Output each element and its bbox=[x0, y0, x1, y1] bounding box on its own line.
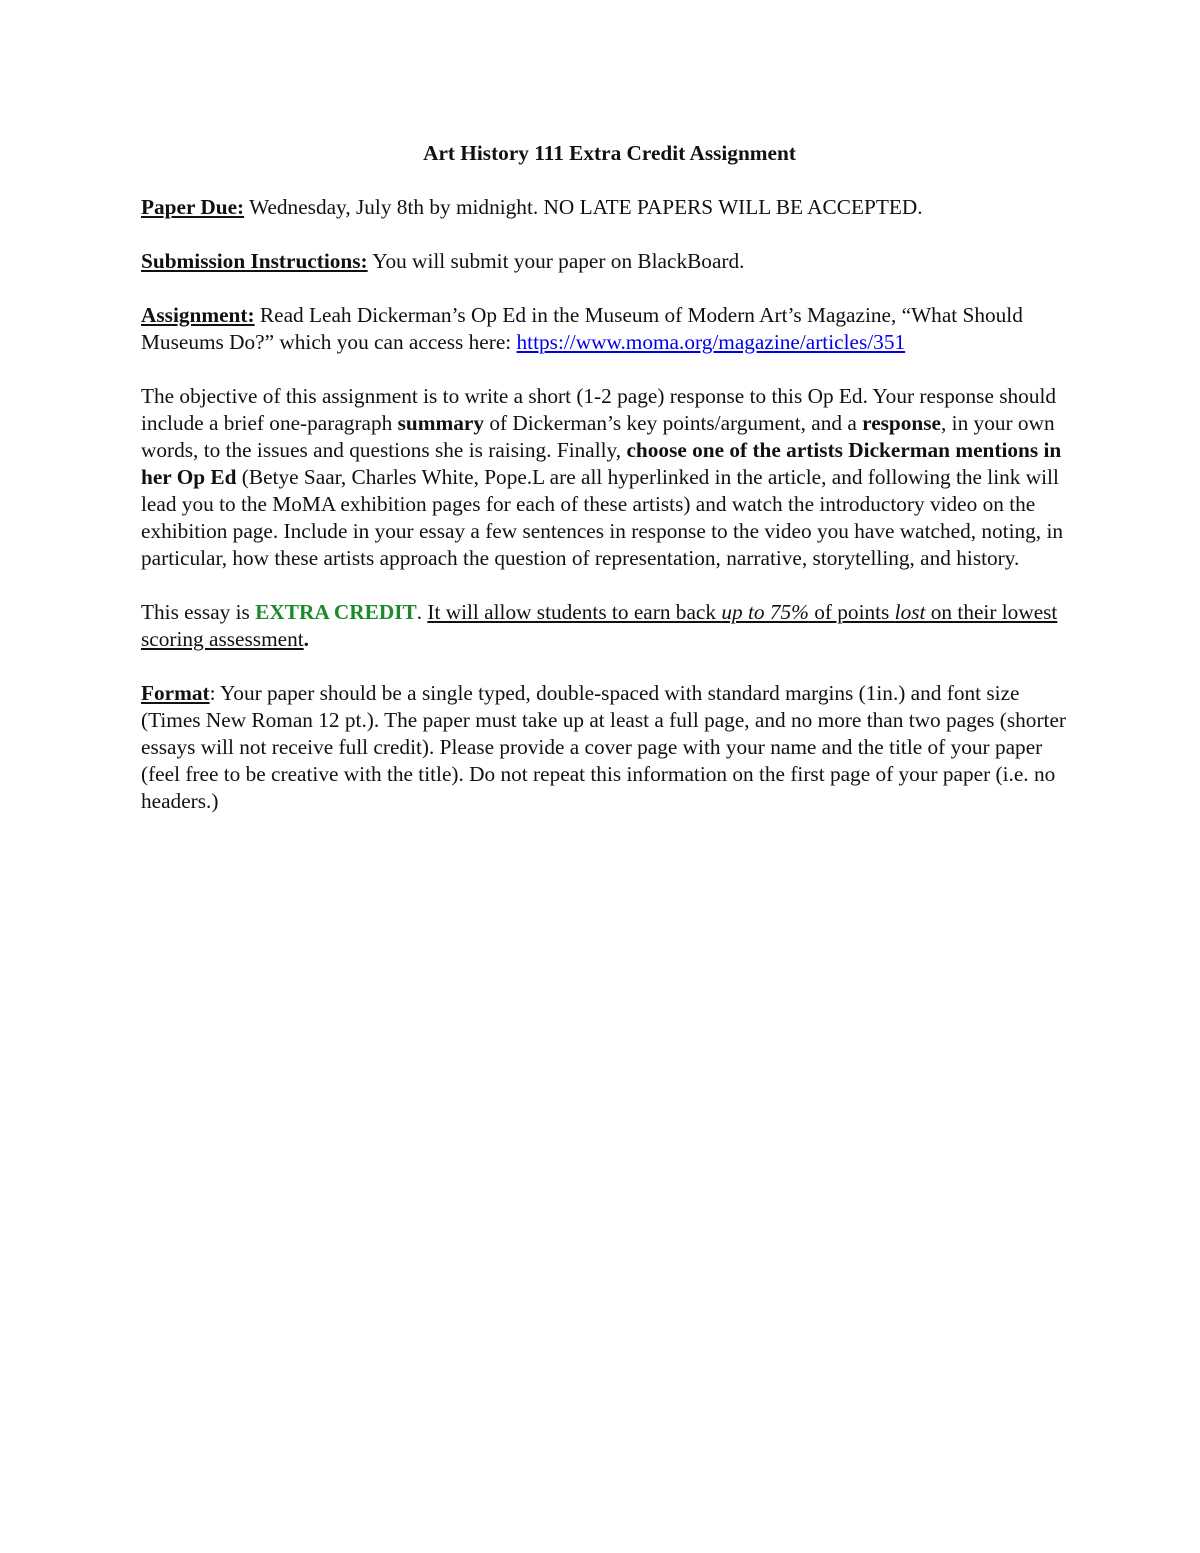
paper-due-label: Paper Due: bbox=[141, 195, 245, 219]
submission-text: You will submit your paper on BlackBoard. bbox=[367, 249, 745, 273]
objective-text-1: The objective of this assignment is to write a short (1-2 page) response to this Op Ed. Your response should include a brief one-paragraph bbox=[141, 384, 1057, 435]
extra-text-2: . bbox=[416, 600, 428, 624]
extra-underline-3: on their lowest scoring assessment bbox=[141, 600, 1058, 651]
format-paragraph bbox=[141, 680, 1066, 815]
extra-underline-italic-1: up to 75% bbox=[721, 600, 809, 624]
objective-bold-choose: choose one of the artists Dickerman mentions in her Op Ed bbox=[141, 438, 1062, 489]
format-text: : Your paper should be a single typed, double-spaced with standard margins (1in.) and font size (Times New Roman 12 pt.). The paper must take up at least a full page, and no more than two pages (shorter essays will not receive full credit). Please provide a cover page with your name and the title of your paper (feel free to be creative with the title). Do not repeat this information on the first page of your paper (i.e. no headers.) bbox=[141, 681, 1067, 813]
document-page bbox=[141, 140, 1066, 842]
objective-text-3: , in your own words, to the issues and questions she is raising. Finally, bbox=[141, 411, 1055, 462]
submission-paragraph bbox=[141, 248, 1066, 275]
extra-credit-paragraph bbox=[141, 599, 1066, 653]
extra-underline-2: of points bbox=[808, 600, 895, 624]
format-label: Format bbox=[141, 681, 210, 705]
assignment-label: Assignment: bbox=[141, 303, 255, 327]
objective-text-2: of Dickerman’s key points/argument, and a bbox=[484, 411, 863, 435]
article-link[interactable]: https://www.moma.org/magazine/articles/351 bbox=[516, 330, 906, 354]
objective-bold-summary: summary bbox=[397, 411, 484, 435]
objective-text-4: (Betye Saar, Charles White, Pope.L are all hyperlinked in the article, and following the link will lead you to the MoMA exhibition pages for each of these artists) and watch the introductory video on the exhibition page. Include in your essay a few sentences in response to the video you have watched, noting, in particular, how these artists approach the question of representation, narrative, storytelling, and history. bbox=[141, 465, 1064, 570]
document-title: Art History 111 Extra Credit Assignment bbox=[423, 141, 796, 165]
extra-credit-highlight: EXTRA CREDIT bbox=[255, 600, 417, 624]
paper-due-text: Wednesday, July 8th by midnight. NO LATE PAPERS WILL BE ACCEPTED. bbox=[244, 195, 923, 219]
extra-text-1: This essay is bbox=[141, 600, 256, 624]
assignment-text: Read Leah Dickerman’s Op Ed in the Museum of Modern Art’s Magazine, “What Should Museums Do?” which you can access here: bbox=[141, 303, 1023, 354]
extra-underline-1: It will allow students to earn back bbox=[427, 600, 722, 624]
assignment-paragraph bbox=[141, 302, 1066, 356]
objective-paragraph bbox=[141, 383, 1066, 572]
objective-bold-response: response bbox=[862, 411, 942, 435]
paper-due-paragraph bbox=[141, 194, 1066, 221]
submission-label: Submission Instructions: bbox=[141, 249, 368, 273]
extra-end-period: . bbox=[303, 627, 309, 651]
extra-underline-italic-2: lost bbox=[894, 600, 926, 624]
